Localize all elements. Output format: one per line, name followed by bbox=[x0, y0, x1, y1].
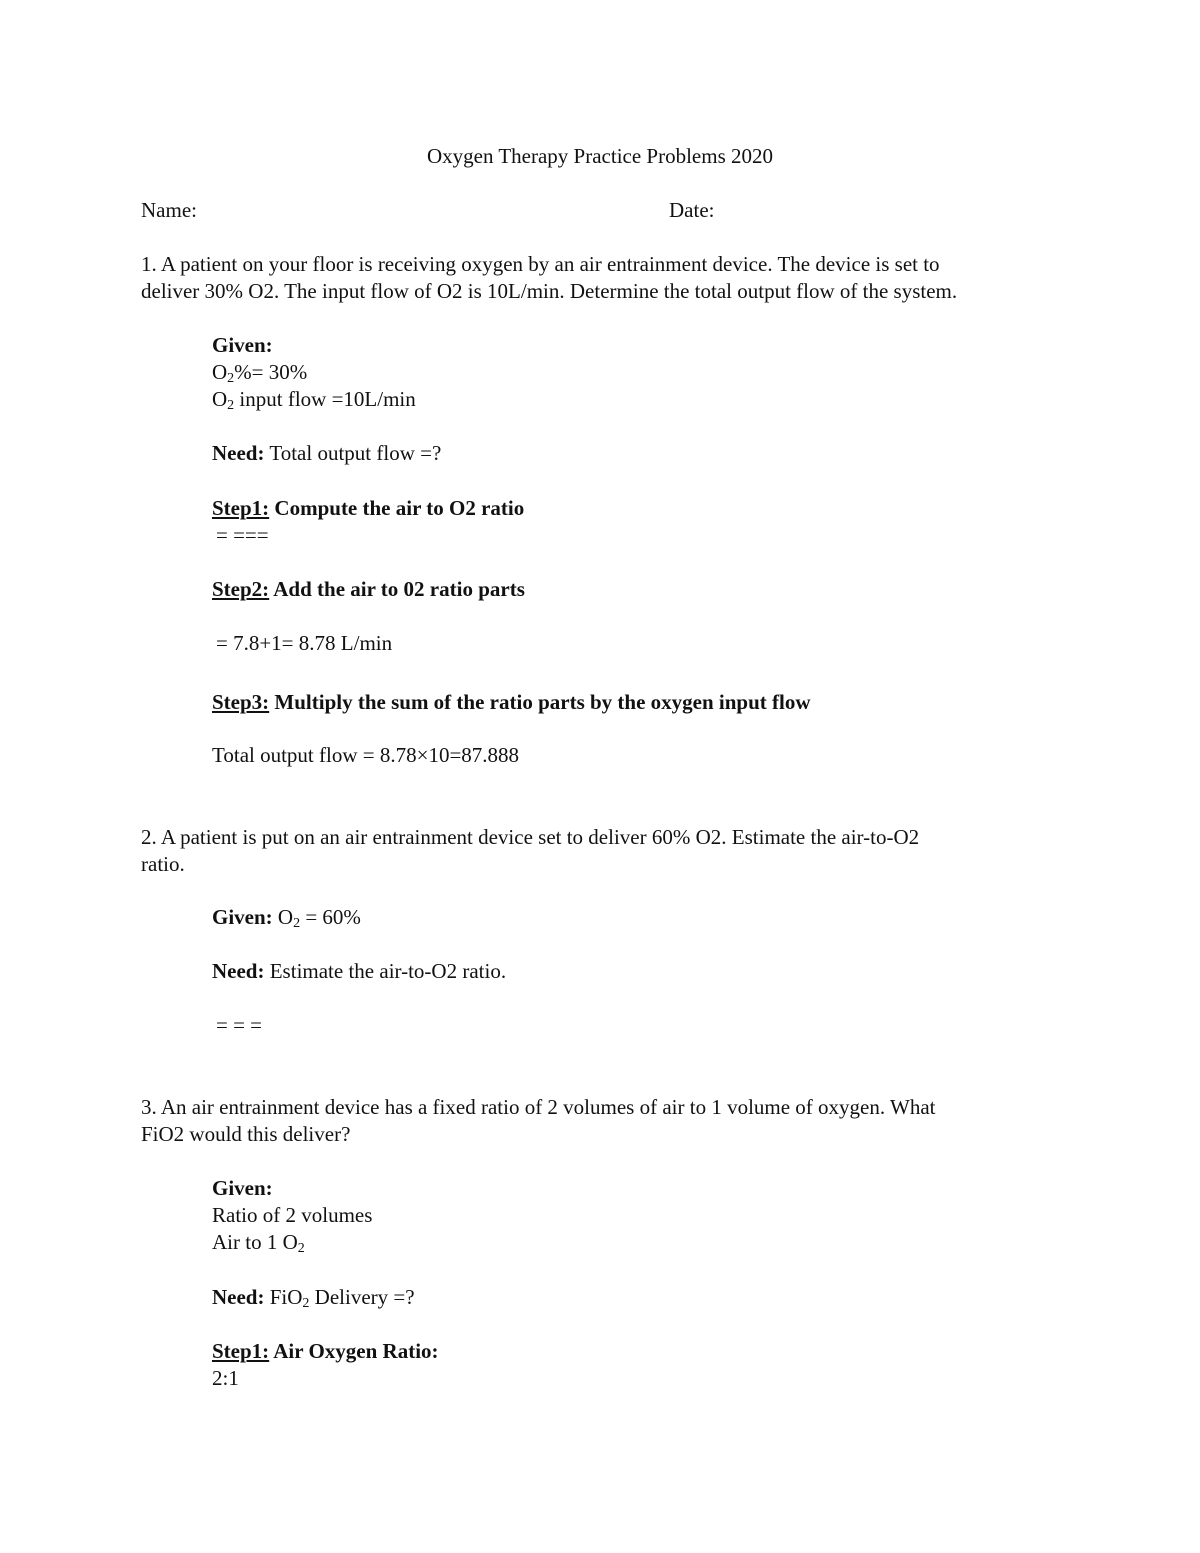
problem3-need: Need: FiO$_2$ Delivery =? bbox=[212, 1285, 415, 1311]
problem1-given-input-flow: $O_2$ input flow =10L/min bbox=[212, 387, 416, 413]
problem1-step3: Step3: Multiply the sum of the ratio parts by the oxygen input flow bbox=[212, 690, 811, 714]
problem2-given: Given: $O_2 = 60\%$ bbox=[212, 905, 361, 931]
problem1-step2-equation: = 7.8+1= 8.78 L/min bbox=[216, 631, 393, 655]
problem1-step3-equation: Total output flow = 8.78×10=87.888 bbox=[212, 743, 520, 767]
need-label: Need: bbox=[212, 441, 265, 465]
problem3-question-line2: FiO2 would this deliver? bbox=[141, 1122, 351, 1146]
problem2-question-line1: 2. A patient is put on an air entrainment device set to deliver 60% O2. Estimate the air-to-O2 bbox=[141, 825, 920, 849]
problem1-step1: Step1: Compute the air to O2 ratio bbox=[212, 496, 525, 520]
problem2-question-line2: ratio. bbox=[141, 852, 185, 876]
step-label: Step3: bbox=[212, 690, 270, 714]
problem1-step1-equation: = === bbox=[216, 523, 269, 547]
need-label: Need: bbox=[212, 1285, 265, 1309]
name-label: Name: bbox=[141, 198, 197, 222]
problem3-step1-value: 2:1 bbox=[212, 1366, 239, 1390]
problem2-need: Need: Estimate the air-to-O2 ratio. bbox=[212, 959, 507, 983]
problem1-given-label: Given: bbox=[212, 333, 273, 357]
need-label: Need: bbox=[212, 959, 265, 983]
problem2-equation: = = = bbox=[216, 1013, 263, 1037]
problem1-given-o2-percent: $O_2\%= 30\%$ bbox=[212, 360, 308, 386]
problem1-step2: Step2: Add the air to 02 ratio parts bbox=[212, 577, 525, 601]
problem3-question-line1: 3. An air entrainment device has a fixed ratio of 2 volumes of air to 1 volume of oxygen. What bbox=[141, 1095, 936, 1119]
problem3-given-line1: Ratio of 2 volumes bbox=[212, 1203, 373, 1227]
step-label: Step1: bbox=[212, 496, 270, 520]
given-label: Given: bbox=[212, 905, 273, 929]
step-label: Step1: bbox=[212, 1339, 270, 1363]
page-title: Oxygen Therapy Practice Problems 2020 bbox=[426, 144, 774, 168]
problem1-question-line1: 1. A patient on your floor is receiving oxygen by an air entrainment device. The device is set to bbox=[141, 252, 940, 276]
problem3-step1: Step1: Air Oxygen Ratio: bbox=[212, 1339, 439, 1363]
date-label: Date: bbox=[669, 198, 715, 222]
step-label: Step2: bbox=[212, 577, 270, 601]
problem1-need: Need: Total output flow =? bbox=[212, 441, 442, 465]
problem1-question-line2: deliver 30% O2. The input flow of O2 is 10L/min. Determine the total output flow of the system. bbox=[141, 279, 958, 303]
problem3-given-label: Given: bbox=[212, 1176, 273, 1200]
problem3-given-line2: Air to 1 $O_2$ bbox=[212, 1230, 305, 1256]
